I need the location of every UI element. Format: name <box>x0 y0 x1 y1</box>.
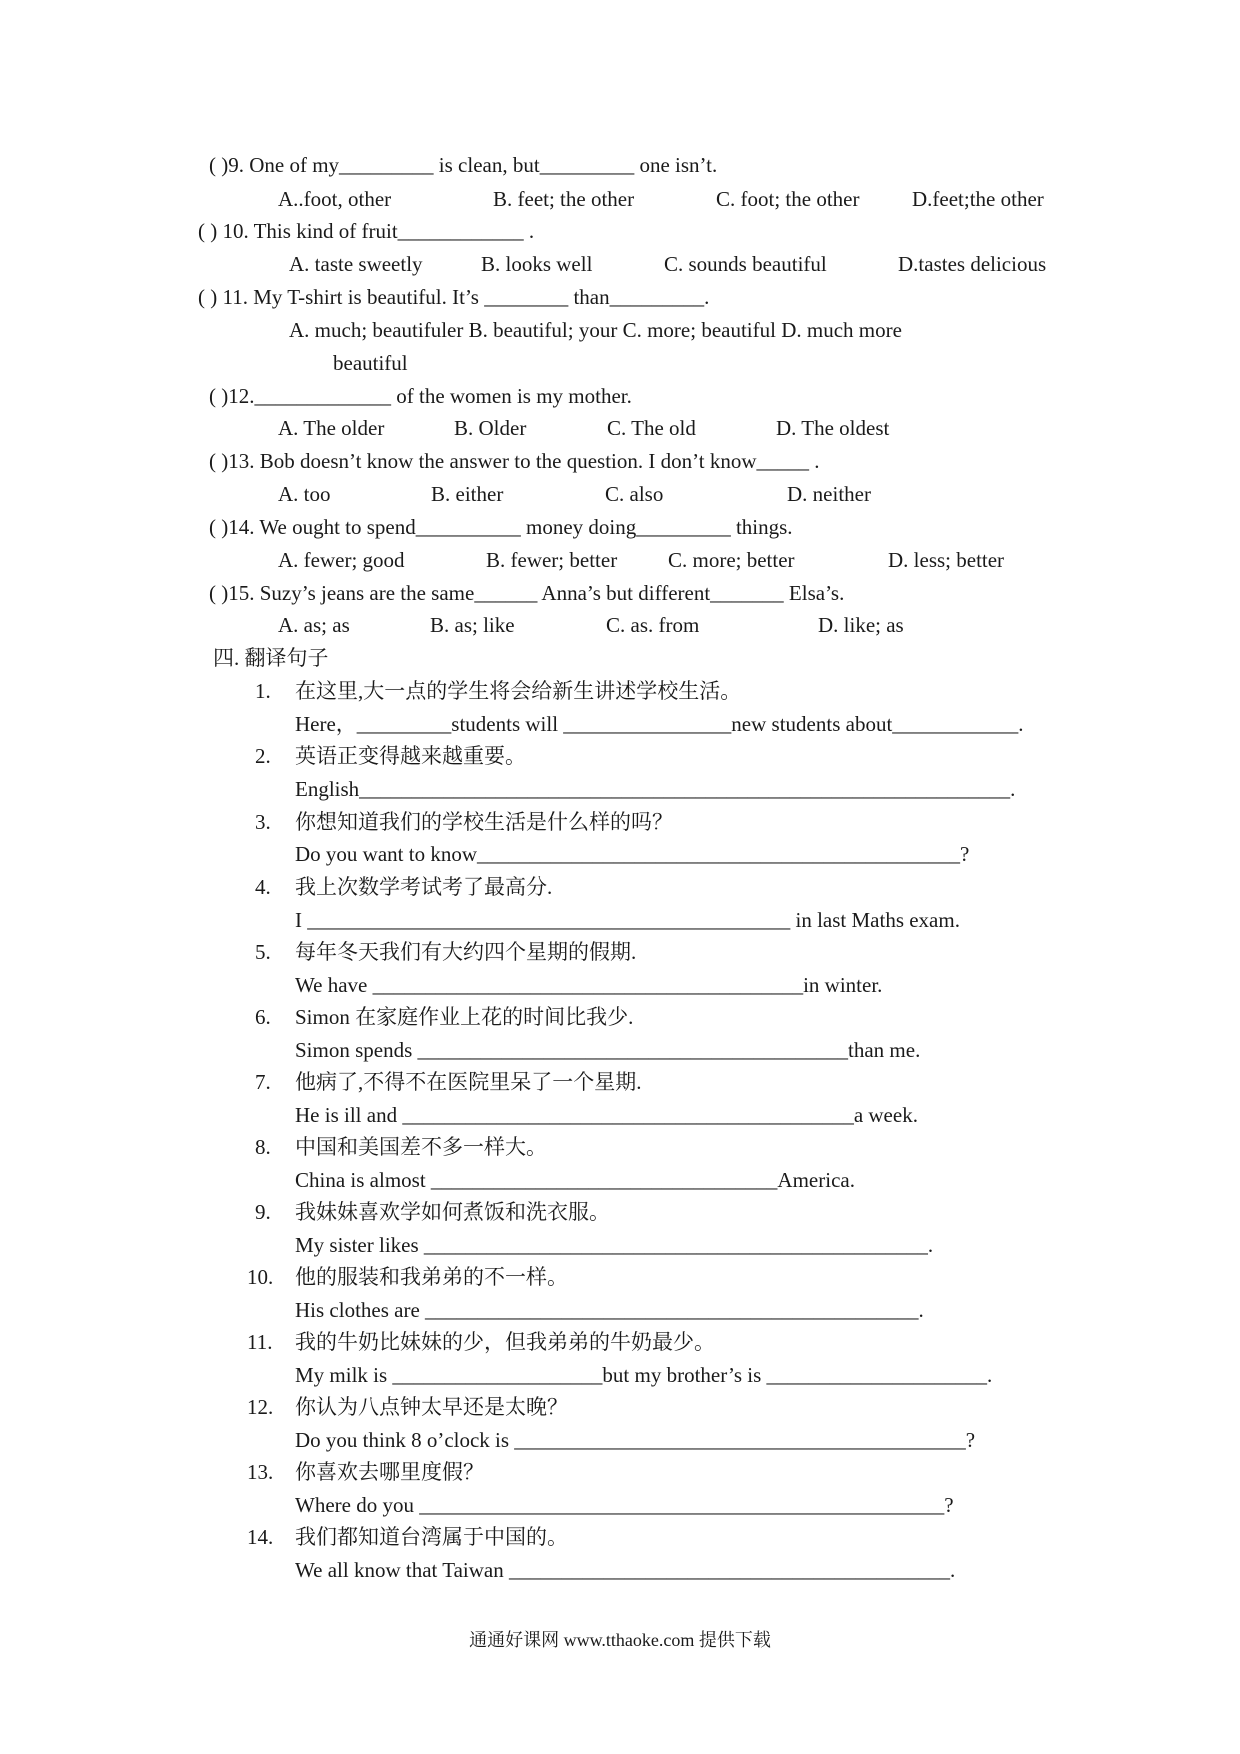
translation-number: 11. <box>247 1330 273 1354</box>
page-footer: 通通好课网 www.tthaoke.com 提供下载 <box>469 1630 771 1650</box>
question-10: ( ) 10. This kind of fruit____________ . <box>198 219 535 243</box>
option-10a: A. taste sweetly <box>289 252 423 276</box>
options-11: A. much; beautifuler B. beautiful; your C. more; beautiful D. much more <box>289 318 902 342</box>
translation-chinese: 我们都知道台湾属于中国的。 <box>295 1525 568 1549</box>
translation-number: 14. <box>247 1525 274 1549</box>
translation-number: 7. <box>255 1070 271 1094</box>
question-14: ( )14. We ought to spend__________ money doing_________ things. <box>209 515 793 539</box>
translation-number: 4. <box>255 875 271 899</box>
option-13a: A. too <box>278 482 331 506</box>
translation-english: My milk is ____________________but my brother’s is _____________________. <box>295 1363 993 1387</box>
option-9a: A..foot, other <box>278 187 392 211</box>
translation-english: Do you think 8 o’clock is ___________________________________________? <box>295 1428 976 1452</box>
option-9b: B. feet; the other <box>493 187 635 211</box>
option-10b: B. looks well <box>481 252 593 276</box>
option-13c: C. also <box>605 482 664 506</box>
option-9c: C. foot; the other <box>716 187 860 211</box>
option-14b: B. fewer; better <box>486 548 618 572</box>
option-10c: C. sounds beautiful <box>664 252 827 276</box>
translation-english: China is almost _________________________________America. <box>295 1168 855 1192</box>
translation-english: He is ill and ___________________________________________a week. <box>295 1103 918 1127</box>
translation-number: 2. <box>255 744 271 768</box>
translation-english: I ______________________________________________ in last Maths exam. <box>295 908 960 932</box>
translation-number: 10. <box>247 1265 274 1289</box>
option-13b: B. either <box>431 482 504 506</box>
question-13: ( )13. Bob doesn’t know the answer to the question. I don’t know_____ . <box>209 449 820 473</box>
translation-chinese: 我妹妹喜欢学如何煮饭和洗衣服。 <box>295 1200 610 1224</box>
translation-english: Here，_________students will ________________new students about____________. <box>295 712 1024 736</box>
option-15c: C. as. from <box>606 613 700 637</box>
translation-english: Do you want to know______________________________________________? <box>295 842 970 866</box>
translation-english: Where do you __________________________________________________? <box>295 1493 954 1517</box>
translation-chinese: 你喜欢去哪里度假？ <box>295 1460 484 1484</box>
option-15d: D. like; as <box>818 613 904 637</box>
translation-chinese: 我上次数学考试考了最高分. <box>295 875 553 899</box>
option-12d: D. The oldest <box>776 416 890 440</box>
option-12b: B. Older <box>454 416 527 440</box>
translation-number: 3. <box>255 810 271 834</box>
translation-chinese: 他病了,不得不在医院里呆了一个星期. <box>295 1070 642 1094</box>
translation-chinese: 你认为八点钟太早还是太晚？ <box>295 1395 568 1419</box>
option-10d: D.tastes delicious <box>898 252 1047 276</box>
translation-chinese: 每年冬天我们有大约四个星期的假期. <box>295 940 637 964</box>
translation-english: English______________________________________________________________. <box>295 777 1016 801</box>
translation-english: We have _________________________________________in winter. <box>295 973 883 997</box>
translation-number: 5. <box>255 940 271 964</box>
translation-number: 8. <box>255 1135 271 1159</box>
option-13d: D. neither <box>787 482 871 506</box>
translation-english: His clothes are _______________________________________________. <box>295 1298 924 1322</box>
option-15a: A. as; as <box>278 613 350 637</box>
translation-english: We all know that Taiwan __________________________________________. <box>295 1558 956 1582</box>
translation-chinese: 他的服装和我弟弟的不一样。 <box>295 1265 568 1289</box>
option-15b: B. as; like <box>430 613 515 637</box>
section-title: 四. 翻译句子 <box>213 646 329 670</box>
option-14c: C. more; better <box>668 548 795 572</box>
option-12a: A. The older <box>278 416 385 440</box>
translation-chinese: 英语正变得越来越重要。 <box>295 744 526 768</box>
option-14d: D. less; better <box>888 548 1005 572</box>
translation-english: Simon spends _________________________________________than me. <box>295 1038 921 1062</box>
translation-number: 9. <box>255 1200 271 1224</box>
translation-number: 12. <box>247 1395 274 1419</box>
translation-chinese: 在这里,大一点的学生将会给新生讲述学校生活。 <box>295 679 742 703</box>
translation-english: My sister likes ________________________________________________. <box>295 1233 934 1257</box>
translation-number: 1. <box>255 679 271 703</box>
translation-chinese: 我的牛奶比妹妹的少，但我弟弟的牛奶最少。 <box>295 1330 715 1354</box>
question-12: ( )12._____________ of the women is my mother. <box>209 384 632 408</box>
translation-chinese: 中国和美国差不多一样大。 <box>295 1135 547 1159</box>
question-9: ( )9. One of my_________ is clean, but_________ one isn’t. <box>209 153 718 177</box>
question-11: ( ) 11. My T-shirt is beautiful. It’s ________ than_________. <box>198 285 710 309</box>
translation-chinese: 你想知道我们的学校生活是什么样的吗？ <box>295 810 673 834</box>
translation-chinese: Simon 在家庭作业上花的时间比我少. <box>295 1005 634 1029</box>
option-9d: D.feet;the other <box>912 187 1044 211</box>
options-11-continued: beautiful <box>333 351 408 375</box>
option-12c: C. The old <box>607 416 696 440</box>
question-15: ( )15. Suzy’s jeans are the same______ Anna’s but different_______ Elsa’s. <box>209 581 845 605</box>
option-14a: A. fewer; good <box>278 548 405 572</box>
translation-number: 6. <box>255 1005 271 1029</box>
translation-number: 13. <box>247 1460 274 1484</box>
